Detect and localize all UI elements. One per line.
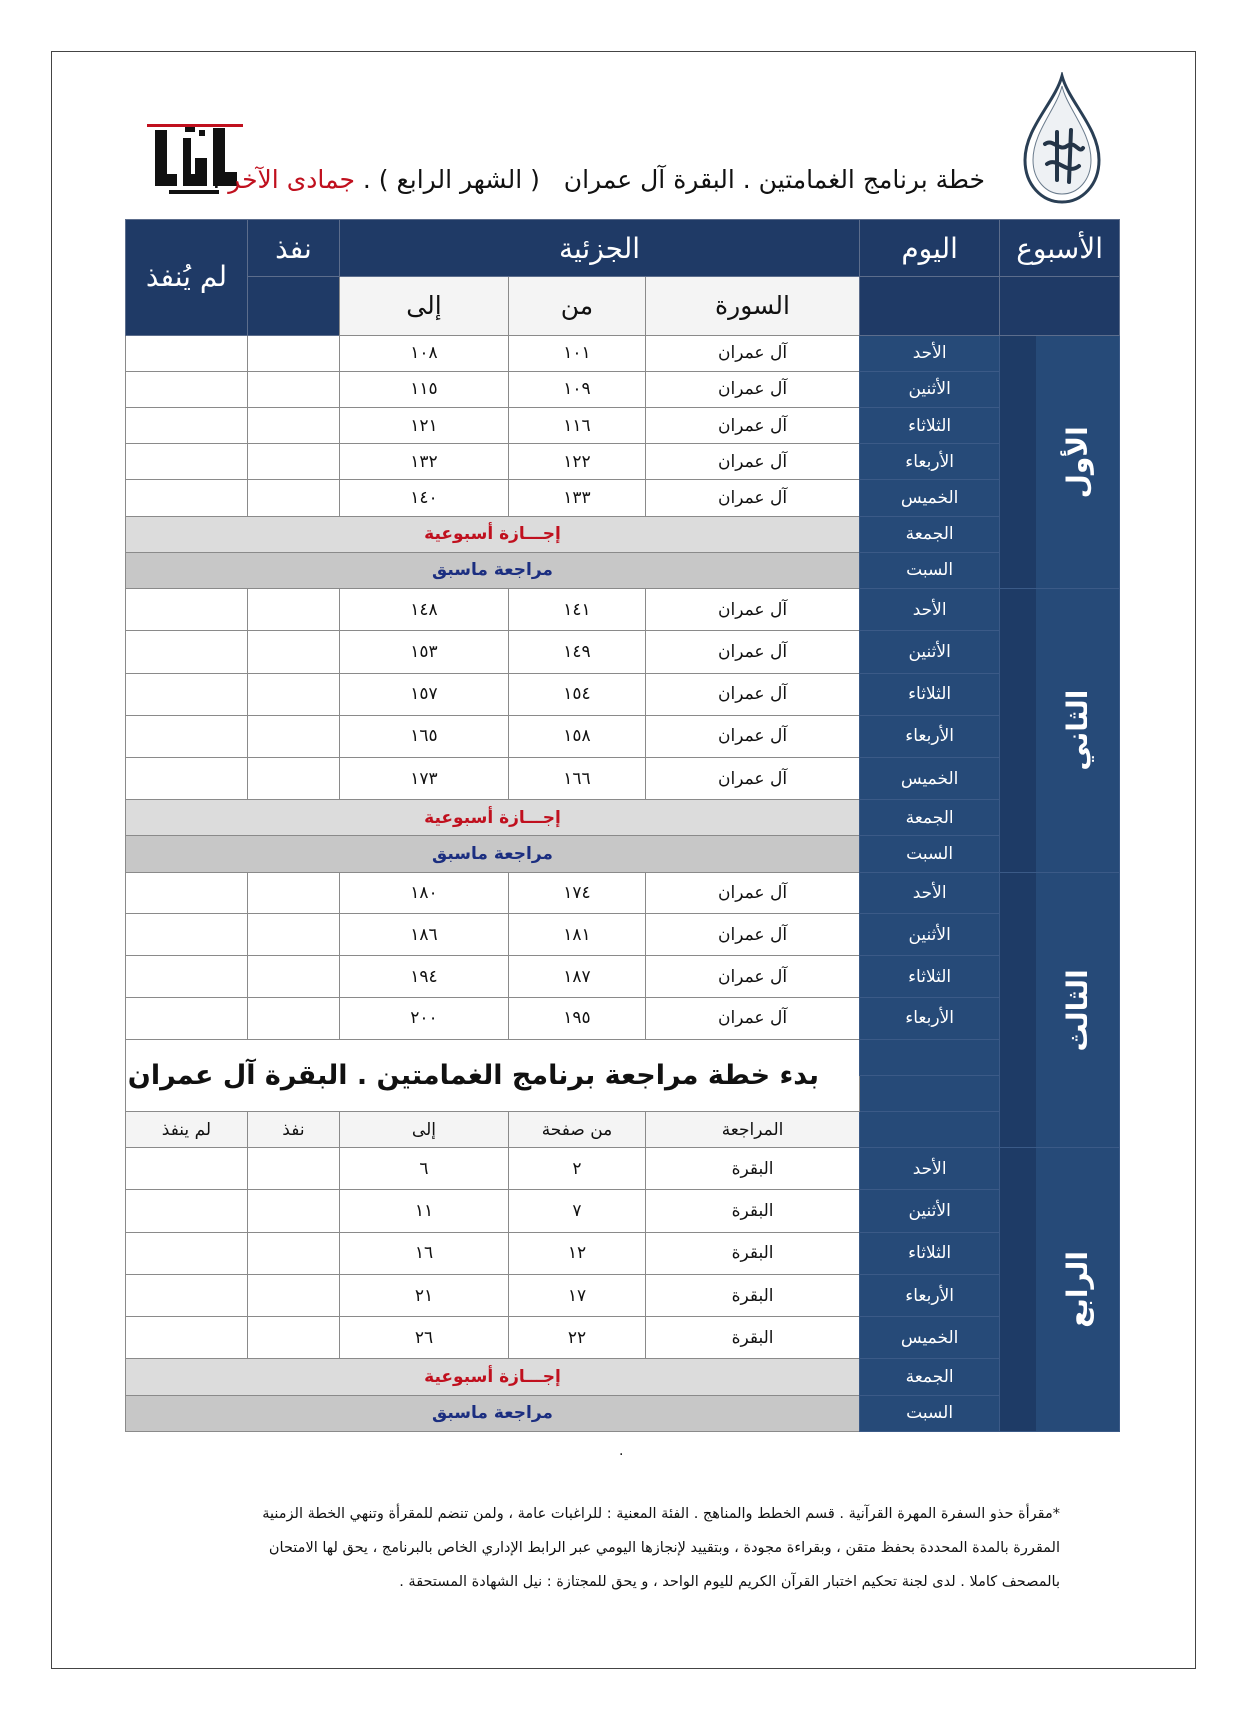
table-row [126, 589, 1120, 631]
surah-cell: آل عمران [646, 335, 860, 371]
surah-cell: البقرة [646, 1232, 860, 1274]
done-checkbox-cell[interactable] [247, 913, 339, 955]
not-done-header: لم ينفذ [126, 1112, 248, 1148]
to-cell: ١١ [340, 1190, 509, 1232]
not-done-checkbox-cell[interactable] [126, 480, 248, 516]
from-cell: ١٨١ [508, 913, 645, 955]
header-done-blank [247, 277, 339, 335]
not-done-checkbox-cell[interactable] [126, 1317, 248, 1359]
to-cell: ١٩٤ [340, 956, 509, 998]
week-2-label: الثاني [1061, 689, 1095, 771]
table-row [126, 673, 1120, 715]
day-name: الثلاثاء [860, 408, 1000, 444]
not-done-checkbox-cell[interactable] [126, 956, 248, 998]
from-cell: ١٠١ [508, 335, 645, 371]
plan-table [125, 219, 1120, 1432]
to-cell: ١٨٦ [340, 913, 509, 955]
not-done-checkbox-cell[interactable] [126, 998, 248, 1039]
from-cell: ٧ [508, 1190, 645, 1232]
header-row-2 [126, 277, 1120, 335]
done-checkbox-cell[interactable] [247, 1190, 339, 1232]
day-name-friday: الجمعة [860, 516, 1000, 552]
review-row [126, 836, 1120, 872]
to-cell: ١٧٣ [340, 758, 509, 800]
day-name-saturday: السبت [860, 1395, 1000, 1431]
day-name: الأثنين [860, 371, 1000, 407]
review-plan-banner: بدء خطة مراجعة برنامج الغمامتين . البقرة آل عمران [126, 1039, 860, 1111]
table-row [126, 631, 1120, 673]
to-cell: ١٢١ [340, 408, 509, 444]
surah-cell: آل عمران [646, 998, 860, 1039]
done-checkbox-cell[interactable] [247, 998, 339, 1039]
blank-day-cell [860, 1112, 1000, 1148]
from-cell: ١٨٧ [508, 956, 645, 998]
day-name: الأحد [860, 1148, 1000, 1190]
day-name: الأثنين [860, 1190, 1000, 1232]
table-row [126, 872, 1120, 913]
title-month: ( الشهر الرابع ) [378, 165, 540, 194]
to-cell: ١١٥ [340, 371, 509, 407]
table-row [126, 408, 1120, 444]
from-cell: ١٢ [508, 1232, 645, 1274]
surah-cell: البقرة [646, 1317, 860, 1359]
not-done-checkbox-cell[interactable] [126, 673, 248, 715]
banner-row [126, 1039, 1120, 1075]
header-from: من [508, 277, 645, 335]
done-checkbox-cell[interactable] [247, 1148, 339, 1190]
header-done: نفذ [247, 220, 339, 277]
from-cell: ١٠٩ [508, 371, 645, 407]
not-done-checkbox-cell[interactable] [126, 444, 248, 480]
from-cell: ٢٢ [508, 1317, 645, 1359]
done-checkbox-cell[interactable] [247, 1317, 339, 1359]
not-done-checkbox-cell[interactable] [126, 631, 248, 673]
day-name: الخميس [860, 1317, 1000, 1359]
to-header: إلى [340, 1112, 509, 1148]
from-cell: ١٥٤ [508, 673, 645, 715]
surah-cell: آل عمران [646, 444, 860, 480]
review-row [126, 1395, 1120, 1431]
week-1-label: الأول [1061, 425, 1095, 498]
from-cell: ١٦٦ [508, 758, 645, 800]
done-checkbox-cell[interactable] [247, 872, 339, 913]
not-done-checkbox-cell[interactable] [126, 335, 248, 371]
week-4-label-cell [1000, 1148, 1120, 1432]
day-name: الأربعاء [860, 715, 1000, 757]
from-cell: ١١٦ [508, 408, 645, 444]
header-row-1 [126, 220, 1120, 277]
not-done-checkbox-cell[interactable] [126, 715, 248, 757]
day-name: الثلاثاء [860, 1232, 1000, 1274]
surah-cell: آل عمران [646, 872, 860, 913]
from-page-header: من صفحة [508, 1112, 645, 1148]
to-cell: ٢١ [340, 1274, 509, 1316]
note-line: *مقرأة حذو السفرة المهرة القرآنية . قسم الخطط والمناهج . الفئة المعنية : للراغبات عامة ، ولمن تنضم للمقرأة وتنهي الخطة الزمنية [262, 1506, 1060, 1522]
header-surah: السورة [646, 277, 860, 335]
note-line: المقررة بالمدة المحددة بحفظ متقن ، وبقراءة مجودة ، وبتقييد لإنجازها اليومي عبر الرابط الإداري الخاص بالبرنامج ، يحق لها الامتحان [268, 1540, 1060, 1556]
note-line: بالمصحف كاملا . لدى لجنة تحكيم اختبار القرآن الكريم لليوم الواحد ، و يحق للمجتازة : نيل الشهادة المستحقة . [399, 1574, 1060, 1590]
week-1-label-cell [1000, 335, 1120, 588]
footer-notes [200, 1497, 1060, 1599]
week-2-label-cell [1000, 589, 1120, 873]
header-not-done: لم يُنفذ [126, 220, 248, 336]
day-name: الخميس [860, 480, 1000, 516]
table-row [126, 956, 1120, 998]
hatho-logo-icon [1017, 72, 1107, 206]
holiday-row [126, 800, 1120, 836]
separator-dot: . [619, 1443, 624, 1459]
day-name: الأحد [860, 335, 1000, 371]
from-cell: ٢ [508, 1148, 645, 1190]
surah-cell: آل عمران [646, 408, 860, 444]
week-4-label: الرابع [1061, 1251, 1095, 1328]
day-name: الأربعاء [860, 998, 1000, 1039]
surah-cell: آل عمران [646, 956, 860, 998]
not-done-checkbox-cell[interactable] [126, 872, 248, 913]
header-week: الأسبوع [1000, 220, 1120, 277]
surah-cell: آل عمران [646, 631, 860, 673]
not-done-checkbox-cell[interactable] [126, 1274, 248, 1316]
done-header: نفذ [247, 1112, 339, 1148]
header-day: اليوم [860, 220, 1000, 277]
from-cell: ١٣٣ [508, 480, 645, 516]
table-row [126, 715, 1120, 757]
surah-cell: البقرة [646, 1274, 860, 1316]
table-row [126, 1148, 1120, 1190]
page-title [212, 160, 985, 200]
title-hijri-month: جمادى الآخر [228, 165, 355, 194]
done-checkbox-cell[interactable] [247, 1274, 339, 1316]
done-checkbox-cell[interactable] [247, 335, 339, 371]
review-row [126, 552, 1120, 588]
surah-cell: آل عمران [646, 480, 860, 516]
table-row [126, 480, 1120, 516]
review-label: مراجعة ماسبق [126, 552, 860, 588]
header-day-blank [860, 277, 1000, 335]
review-header: المراجعة [646, 1112, 860, 1148]
surah-cell: آل عمران [646, 673, 860, 715]
from-cell: ١٥٨ [508, 715, 645, 757]
done-checkbox-cell[interactable] [247, 715, 339, 757]
day-name: الخميس [860, 758, 1000, 800]
table-row [126, 371, 1120, 407]
from-cell: ١٧ [508, 1274, 645, 1316]
holiday-label: إجـــازة أسبوعية [126, 516, 860, 552]
surah-cell: البقرة [646, 1148, 860, 1190]
week-3-label-cell [1000, 872, 1120, 1148]
to-cell: ١٦٥ [340, 715, 509, 757]
day-name: الأثنين [860, 913, 1000, 955]
title-separator: . [354, 165, 379, 194]
header-portion: الجزئية [340, 220, 860, 277]
title-end: . [212, 165, 229, 194]
not-done-checkbox-cell[interactable] [126, 1148, 248, 1190]
review-label: مراجعة ماسبق [126, 1395, 860, 1431]
day-name: الأربعاء [860, 1274, 1000, 1316]
table-row [126, 1190, 1120, 1232]
done-checkbox-cell[interactable] [247, 408, 339, 444]
table-row [126, 444, 1120, 480]
not-done-checkbox-cell[interactable] [126, 1232, 248, 1274]
not-done-checkbox-cell[interactable] [126, 371, 248, 407]
from-cell: ١٤١ [508, 589, 645, 631]
surah-cell: آل عمران [646, 758, 860, 800]
to-cell: ١٥٧ [340, 673, 509, 715]
not-done-checkbox-cell[interactable] [126, 913, 248, 955]
surah-cell: البقرة [646, 1190, 860, 1232]
surah-cell: آل عمران [646, 589, 860, 631]
to-cell: ١٤٨ [340, 589, 509, 631]
not-done-checkbox-cell[interactable] [126, 758, 248, 800]
holiday-row [126, 1359, 1120, 1395]
to-cell: ٦ [340, 1148, 509, 1190]
holiday-row [126, 516, 1120, 552]
surah-cell: آل عمران [646, 371, 860, 407]
blank-day-cell [860, 1075, 1000, 1111]
blank-day-cell [860, 1039, 1000, 1075]
day-name: الأثنين [860, 631, 1000, 673]
day-name: الأربعاء [860, 444, 1000, 480]
from-cell: ١٤٩ [508, 631, 645, 673]
header-week-blank [1000, 277, 1120, 335]
table-row [126, 758, 1120, 800]
week-3-label: الثالث [1061, 968, 1095, 1052]
from-cell: ١٢٢ [508, 444, 645, 480]
done-checkbox-cell[interactable] [247, 673, 339, 715]
header-to: إلى [340, 277, 509, 335]
done-checkbox-cell[interactable] [247, 371, 339, 407]
not-done-checkbox-cell[interactable] [126, 589, 248, 631]
done-checkbox-cell[interactable] [247, 1232, 339, 1274]
table-row [126, 1317, 1120, 1359]
holiday-label: إجـــازة أسبوعية [126, 1359, 860, 1395]
day-name-friday: الجمعة [860, 800, 1000, 836]
to-cell: ١٣٢ [340, 444, 509, 480]
table-row [126, 335, 1120, 371]
done-checkbox-cell[interactable] [247, 956, 339, 998]
table-row [126, 1274, 1120, 1316]
not-done-checkbox-cell[interactable] [126, 1190, 248, 1232]
day-name: الثلاثاء [860, 673, 1000, 715]
day-name-saturday: السبت [860, 552, 1000, 588]
to-cell: ١٨٠ [340, 872, 509, 913]
to-cell: ٢٦ [340, 1317, 509, 1359]
to-cell: ١٥٣ [340, 631, 509, 673]
to-cell: ١٤٠ [340, 480, 509, 516]
table-row [126, 1232, 1120, 1274]
day-name-saturday: السبت [860, 836, 1000, 872]
day-name: الثلاثاء [860, 956, 1000, 998]
day-name: الأحد [860, 589, 1000, 631]
done-checkbox-cell[interactable] [247, 444, 339, 480]
done-checkbox-cell[interactable] [247, 480, 339, 516]
review-header-row [126, 1112, 1120, 1148]
to-cell: ١٦ [340, 1232, 509, 1274]
day-name: الأحد [860, 872, 1000, 913]
not-done-checkbox-cell[interactable] [126, 408, 248, 444]
done-checkbox-cell[interactable] [247, 631, 339, 673]
done-checkbox-cell[interactable] [247, 589, 339, 631]
review-label: مراجعة ماسبق [126, 836, 860, 872]
from-cell: ١٩٥ [508, 998, 645, 1039]
day-name-friday: الجمعة [860, 1359, 1000, 1395]
to-cell: ١٠٨ [340, 335, 509, 371]
title-main: خطة برنامج الغمامتين . البقرة آل عمران [563, 165, 985, 194]
table-row [126, 998, 1120, 1039]
done-checkbox-cell[interactable] [247, 758, 339, 800]
table-row [126, 913, 1120, 955]
surah-cell: آل عمران [646, 715, 860, 757]
holiday-label: إجـــازة أسبوعية [126, 800, 860, 836]
surah-cell: آل عمران [646, 913, 860, 955]
from-cell: ١٧٤ [508, 872, 645, 913]
to-cell: ٢٠٠ [340, 998, 509, 1039]
